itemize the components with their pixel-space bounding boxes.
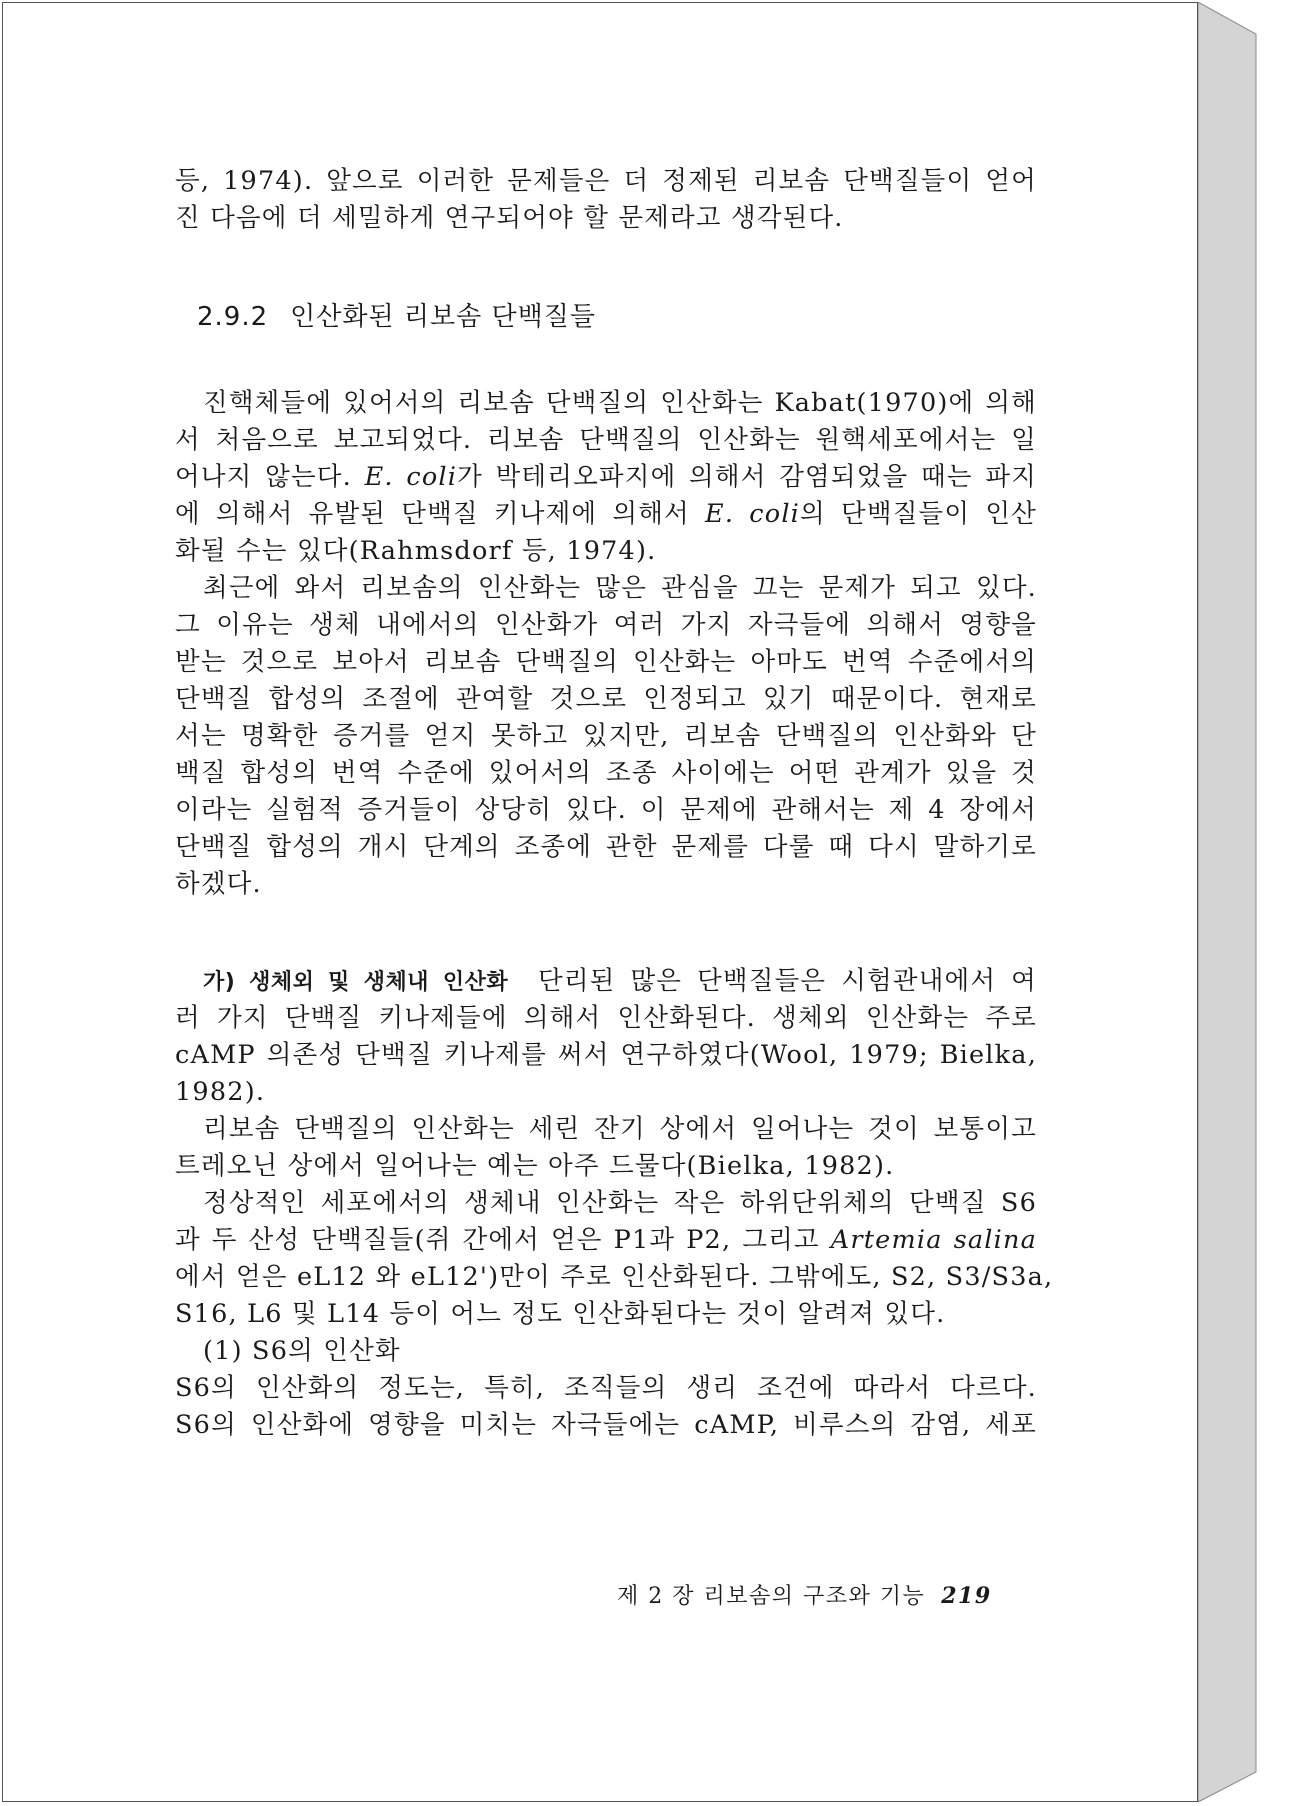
text-line: 그 이유는 생체 내에서의 인산화가 여러 가지 자극들에 의해서 영향을 bbox=[175, 610, 1037, 640]
text-line: S6의 인산화에 영향을 미치는 자극들에는 cAMP, 비루스의 감염, 세포 bbox=[175, 1410, 1037, 1440]
text-line: cAMP 의존성 단백질 키나제를 써서 연구하였다(Wool, 1979; Bielka, bbox=[175, 1040, 1037, 1070]
text-line: 1982). bbox=[175, 1077, 266, 1107]
text-line: S6의 인산화의 정도는, 특히, 조직들의 생리 조건에 따라서 다르다. bbox=[175, 1373, 1037, 1403]
chapter-title: 제 2 장 리보솜의 구조와 기능 bbox=[617, 1584, 926, 1609]
page-number: 219 bbox=[941, 1583, 992, 1609]
text-line: 단백질 합성의 개시 단계의 조종에 관한 문제를 다룰 때 다시 말하기로 bbox=[175, 832, 1037, 862]
text-line: 서 처음으로 보고되었다. 리보솜 단백질의 인산화는 원핵세포에서는 일 bbox=[175, 425, 1037, 455]
text-line: 에 의해서 유발된 단백질 키나제에 의해서 E. coli의 단백질들이 인산 bbox=[175, 499, 1037, 529]
text-line: 최근에 와서 리보솜의 인산화는 많은 관심을 끄는 문제가 되고 있다. bbox=[203, 573, 1037, 603]
section-number: 2.9.2 bbox=[197, 302, 269, 332]
text-line: 정상적인 세포에서의 생체내 인산화는 작은 하위단위체의 단백질 S6 bbox=[203, 1188, 1037, 1218]
text-line: 어나지 않는다. E. coli가 박테리오파지에 의해서 감염되었을 때는 파지 bbox=[175, 462, 1037, 492]
running-footer bbox=[617, 1579, 992, 1610]
text-line: 러 가지 단백질 키나제들에 의해서 인산화된다. 생체외 인산화는 주로 bbox=[175, 1003, 1037, 1033]
text-line: 진 다음에 더 세밀하게 연구되어야 할 문제라고 생각된다. bbox=[175, 203, 844, 233]
text-line: 가) 생체외 및 생체내 인산화 단리된 많은 단백질들은 시험관내에서 여 bbox=[203, 966, 1037, 996]
text-line: 등, 1974). 앞으로 이러한 문제들은 더 정제된 리보솜 단백질들이 얻어 bbox=[175, 166, 1037, 196]
text-line: S16, L6 및 L14 등이 어느 정도 인산화된다는 것이 알려져 있다. bbox=[175, 1299, 946, 1329]
text-line: 화될 수는 있다(Rahmsdorf 등, 1974). bbox=[175, 536, 657, 566]
section-heading bbox=[175, 297, 1037, 337]
text-line: 하겠다. bbox=[175, 869, 262, 899]
text-line: 트레오닌 상에서 일어나는 예는 아주 드물다(Bielka, 1982). bbox=[175, 1151, 895, 1181]
text-line: 단백질 합성의 조절에 관여할 것으로 인정되고 있기 때문이다. 현재로 bbox=[175, 684, 1037, 714]
text-line: 리보솜 단백질의 인산화는 세린 잔기 상에서 일어나는 것이 보통이고 bbox=[203, 1114, 1037, 1144]
text-line: 에서 얻은 eL12 와 eL12')만이 주로 인산화된다. 그밖에도, S2, S3/S3a, bbox=[175, 1262, 1054, 1292]
subsection-heading: 가) 생체외 및 생체내 인산화 bbox=[203, 970, 509, 995]
sub-item-heading: (1) S6의 인산화 bbox=[203, 1336, 401, 1366]
text-line: 진핵체들에 있어서의 리보솜 단백질의 인산화는 Kabat(1970)에 의해 bbox=[203, 388, 1037, 418]
text-line: 받는 것으로 보아서 리보솜 단백질의 인산화는 아마도 번역 수준에서의 bbox=[175, 647, 1037, 677]
text-line: 과 두 산성 단백질들(쥐 간에서 얻은 P1과 P2, 그리고 Artemia salina bbox=[175, 1225, 1037, 1255]
page-content bbox=[175, 163, 1054, 1444]
text-line: 이라는 실험적 증거들이 상당히 있다. 이 문제에 관해서는 제 4 장에서 bbox=[175, 795, 1037, 825]
text-line: 서는 명확한 증거를 얻지 못하고 있지만, 리보솜 단백질의 인산화와 단 bbox=[175, 721, 1037, 751]
section-title: 인산화된 리보솜 단백질들 bbox=[290, 302, 596, 332]
text-line: 백질 합성의 번역 수준에 있어서의 조종 사이에는 어떤 관계가 있을 것 bbox=[175, 758, 1037, 788]
